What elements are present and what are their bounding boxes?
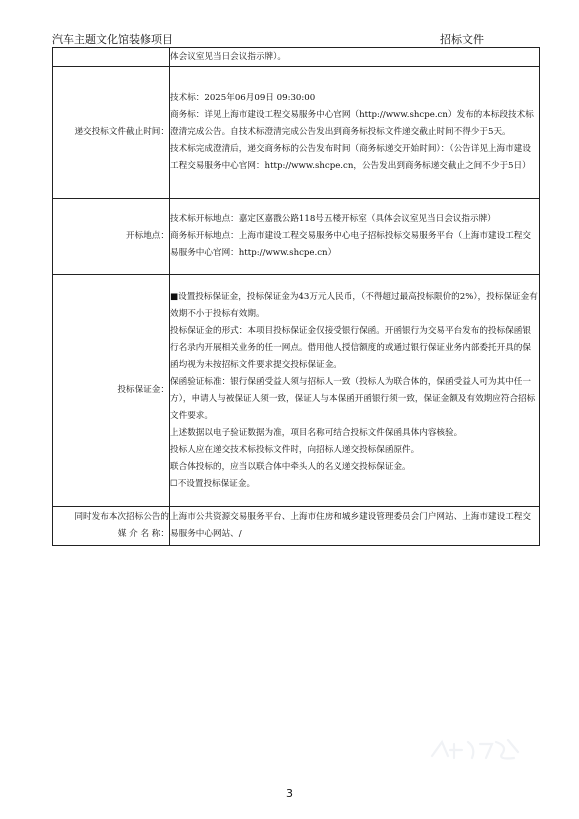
venue-content-cell <box>170 199 540 275</box>
empty-label-cell <box>53 48 170 67</box>
tender-info-table <box>52 47 540 546</box>
content-line: 投标保证金的形式：本项目投标保证金仅接受银行保函。开函银行为交易平台发布的投标保函银行名录内开展相关业务的任一网点。借用他人授信额度的或通过银行保证业务内部委托开具的保函均视为未按招标文件要求提交投标保证金。 <box>170 325 531 370</box>
content-line: 技术标开标地点：嘉定区嘉戬公路118号五楼开标室（具体会议室见当日会议指示牌） <box>170 214 496 224</box>
table-row-deadline <box>53 67 540 199</box>
venue-label: 开标地点： <box>53 199 170 275</box>
media-label-line: 媒 介 名 称： <box>117 529 169 539</box>
deadline-label: 递交投标文件截止时间： <box>53 67 170 199</box>
content-line: ☐不设置投标保证金。 <box>170 478 256 489</box>
document-type: 招标文件 <box>440 33 484 46</box>
deadline-content-cell <box>170 67 540 199</box>
content-line: 商务标开标地点：上海市建设工程交易服务中心电子招标投标交易服务平台（上海市建设工程交易服务中心官网：http://www.shcpe.cn） <box>170 231 531 258</box>
project-title: 汽车主题文化馆装修项目 <box>52 33 173 46</box>
content-line: 联合体投标的，应当以联合体中牵头人的名义递交投标保证金。 <box>170 461 411 472</box>
content-line: 保函验证标准：银行保函受益人须与招标人一致（投标人为联合体的，保函受益人可为其中任一方），申请人与被保证人须一致，保证人与本保函开函银行须一致，保证金额及有效期应符合招标文件要求。 <box>170 376 536 421</box>
content-line: 技术标：2025年06月09日 09:30:00 <box>170 93 316 103</box>
bond-label: 投标保证金： <box>53 275 170 507</box>
seal-watermark <box>428 734 524 764</box>
content-line: ■设置投标保证金，投标保证金为43万元人民币，（不得超过最高投标限价的2%），投标保证金有效期不小于投标有效期。 <box>170 291 538 319</box>
content-line: 技术标完成澄清后，递交商务标的公告发布时间（商务标递交开始时间）：（公告详见上海市建设工程交易服务中心官网：http://www.shcpe.cn，公告发出到商务标递交截止之间不少于5日） <box>170 144 531 171</box>
media-content-cell <box>170 507 540 546</box>
media-label <box>53 507 170 546</box>
table-row-venue <box>53 199 540 275</box>
top-content-cell <box>170 48 540 67</box>
content-line: 商务标：详见上海市建设工程交易服务中心官网（http://www.shcpe.cn）发布的本标段技术标澄清完成公告。自技术标澄清完成公告发出到商务标投标文件递交截止时间不得少于5天。 <box>170 110 534 137</box>
content-line: 投标人应在递交技术标投标文件时，向招标人递交投标保函原件。 <box>170 444 420 455</box>
content-line: 上述数据以电子验证数据为准，项目名称可结合投标文件保函具体内容核验。 <box>170 427 463 438</box>
media-label-line: 同时发布本次招标公告的 <box>74 512 169 522</box>
table-row-top <box>53 48 540 67</box>
page-header <box>52 33 538 47</box>
bond-content-cell <box>170 275 540 507</box>
table-row-media <box>53 507 540 546</box>
content-line: 上海市公共资源交易服务平台、上海市住房和城乡建设管理委员会门户网站、上海市建设工程交易服务中心网站、/ <box>170 512 531 539</box>
table-row-bond <box>53 275 540 507</box>
page-number: 3 <box>286 787 293 800</box>
content-line: 体会议室见当日会议指示牌）。 <box>170 51 287 62</box>
